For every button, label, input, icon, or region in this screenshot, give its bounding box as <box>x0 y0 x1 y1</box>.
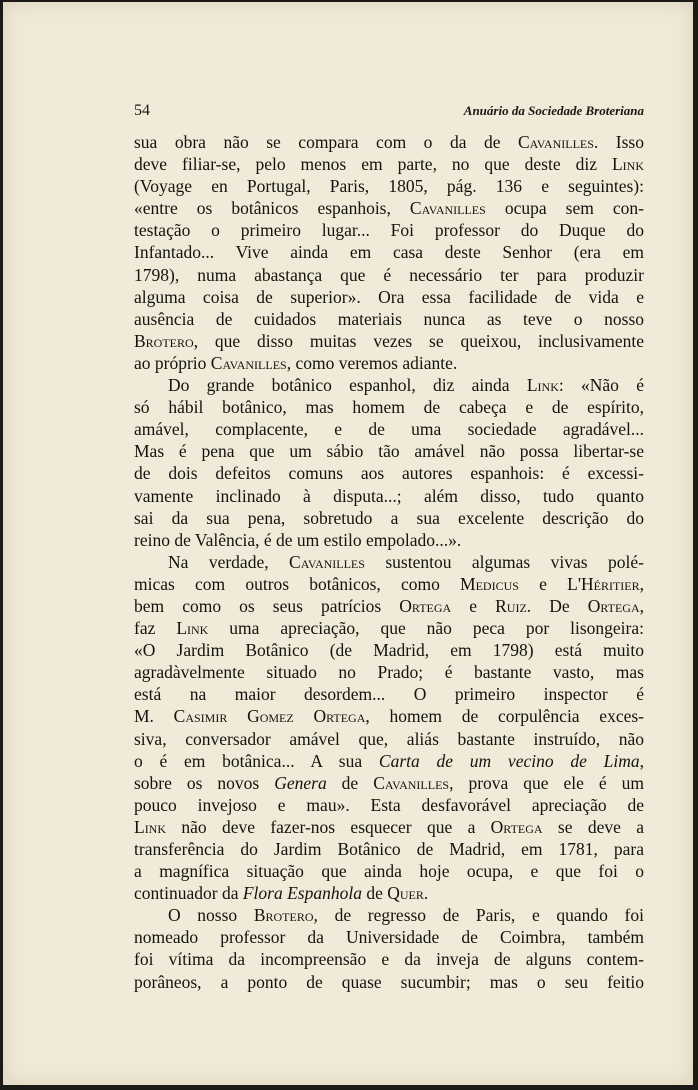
text-line <box>134 507 644 529</box>
text-line <box>134 705 644 727</box>
small-caps-name: Ortega <box>587 595 640 616</box>
text-line <box>134 750 644 772</box>
text-segment: Na verdade, <box>168 551 290 572</box>
text-segment: de dois defeitos comuns aos autores espanhois: é excessi- <box>134 463 644 484</box>
text-segment: Mas é pena que um sábio tão amável não possa libertar-se <box>134 441 644 462</box>
text-line <box>134 352 644 374</box>
text-line <box>134 418 644 440</box>
text-line <box>134 926 644 948</box>
text-line <box>134 904 644 926</box>
text-line <box>134 374 644 396</box>
text-segment: micas com outros botânicos, como <box>134 573 461 594</box>
text-line <box>134 948 644 970</box>
text-line <box>134 286 644 308</box>
text-line <box>134 462 644 484</box>
text-line <box>134 728 644 750</box>
text-segment: Infantado... Vive ainda em casa deste Senhor (era em <box>134 242 644 263</box>
small-caps-name: Cavanilles <box>210 352 287 373</box>
text-segment: , homem de corpulência exces- <box>365 706 644 727</box>
text-segment: , que disso muitas vezes se queixou, inclusivamente <box>193 330 644 351</box>
page-number: 54 <box>134 102 150 119</box>
text-line <box>134 573 644 595</box>
text-line <box>134 772 644 794</box>
text-segment: não deve fazer-nos esquecer que a <box>166 816 491 837</box>
text-segment: uma apreciação, que não peca por lisongeira: <box>208 618 644 639</box>
text-line <box>134 131 644 153</box>
text-segment: transferência do Jardim Botânico de Madrid, em 1781, para <box>134 839 644 859</box>
text-segment: ao próprio <box>134 352 211 373</box>
small-caps-name: Ortega <box>490 816 543 837</box>
text-segment: sobre os novos <box>134 772 275 793</box>
text-segment: agradàvelmente situado no Prado; é bastante vasto, mas <box>134 662 644 683</box>
text-segment: ausência de cuidados materiais nunca as teve o nosso <box>134 308 644 329</box>
text-line <box>134 175 644 197</box>
text-segment: a magnífica situação que ainda hoje ocupa, e que foi o <box>134 861 644 882</box>
text-segment: , <box>639 750 644 771</box>
text-segment: e <box>451 595 496 616</box>
text-line <box>134 882 644 904</box>
small-caps-name: L'Héritier <box>567 573 640 594</box>
text-line <box>134 440 644 462</box>
text-line <box>134 838 644 860</box>
small-caps-name: Link <box>134 816 167 837</box>
text-segment: , <box>639 595 645 616</box>
text-line <box>134 971 644 993</box>
text-segment: e <box>518 573 568 594</box>
text-line <box>134 661 644 683</box>
text-line <box>134 308 644 330</box>
text-segment: Do grande botânico espanhol, diz ainda <box>168 375 527 396</box>
text-segment: porâneos, a ponto de quase sucumbir; mas o seu feitio <box>134 971 644 992</box>
text-segment: sai da sua pena, sobretudo a sua excelente descrição do <box>134 507 644 528</box>
small-caps-name: Cavanilles <box>518 132 594 152</box>
text-segment: o é em botânica... A sua <box>134 750 379 771</box>
text-segment: faz <box>134 618 177 639</box>
text-line <box>134 551 644 573</box>
text-segment: «entre os botânicos espanhois, <box>134 198 410 219</box>
text-line <box>134 153 644 175</box>
small-caps-name: Cavanilles <box>289 551 365 572</box>
text-segment: continuador da <box>134 883 243 904</box>
small-caps-name: Ruiz <box>495 595 527 616</box>
small-caps-name: Quer <box>387 883 424 904</box>
text-line <box>134 197 644 219</box>
text-line <box>134 396 644 418</box>
text-segment: , prova que ele é um <box>449 772 644 793</box>
small-caps-name: Ortega <box>399 595 452 616</box>
small-caps-name: Link <box>526 375 559 396</box>
text-segment: se deve a <box>542 816 644 837</box>
text-segment: pouco invejoso e mau». Esta desfavorável apreciação de <box>134 794 644 815</box>
text-segment: , <box>639 573 644 594</box>
text-segment: bem como os seus patrícios <box>134 595 400 616</box>
text-segment: alguma coisa de superior». Ora essa facilidade de vida e <box>134 286 644 307</box>
body-text <box>134 131 644 993</box>
text-segment: só hábil botânico, mas homem de cabeça e de espírito, <box>134 397 644 418</box>
text-segment: . De <box>526 595 588 616</box>
text-segment: O nosso <box>168 905 254 926</box>
text-segment: amável, complacente, e de uma sociedade agradável... <box>134 419 644 440</box>
text-segment: sua obra não se compara com o da de <box>134 132 518 152</box>
text-segment: testação o primeiro lugar... Foi professor do Duque do <box>134 220 644 241</box>
text-line <box>134 595 644 617</box>
text-segment: vamente inclinado à disputa...; além disso, tudo quanto <box>134 485 644 506</box>
running-title: Anuário da Sociedade Broteriana <box>463 103 644 118</box>
text-segment: . <box>423 883 429 904</box>
book-page <box>3 2 693 1085</box>
small-caps-name: Brotero <box>253 905 314 926</box>
text-segment: reino de Valência, é de um estilo empolado...». <box>134 529 462 550</box>
text-segment: (Voyage en Portugal, Paris, 1805, pág. 136 e seguintes): <box>134 176 644 197</box>
small-caps-name: Medicus <box>460 573 519 594</box>
small-caps-name: Link <box>611 154 644 175</box>
text-segment: «O Jardim Botânico (de Madrid, em 1798) está muito <box>134 640 644 661</box>
text-segment: siva, conversador amável que, aliás bastante instruído, não <box>134 728 644 749</box>
text-segment: está na maior desordem... O primeiro inspector é <box>134 684 644 705</box>
text-line <box>134 794 644 816</box>
text-segment: . Isso <box>593 132 644 152</box>
text-line <box>134 816 644 838</box>
small-caps-name: Brotero <box>134 330 194 351</box>
italic-title: Flora Espanhola <box>242 883 362 904</box>
text-segment: de <box>361 883 388 904</box>
text-line <box>134 485 644 507</box>
text-segment: de <box>326 772 374 793</box>
text-line <box>134 860 644 882</box>
text-segment: , de regresso de Paris, e quando foi <box>313 905 644 926</box>
text-segment: sustentou algumas vivas polé- <box>364 551 644 572</box>
text-line <box>134 617 644 639</box>
text-segment: deve filiar-se, pelo menos em parte, no que deste diz <box>134 154 612 175</box>
text-line <box>134 330 644 352</box>
small-caps-name: Cavanilles <box>373 772 450 793</box>
text-segment: foi vítima da incompreensão e da inveja de alguns contem- <box>134 949 644 970</box>
small-caps-name: Link <box>176 618 209 639</box>
text-line <box>134 264 644 286</box>
text-line <box>134 683 644 705</box>
italic-title: Genera <box>274 772 327 793</box>
page-header <box>134 102 644 126</box>
italic-title: Carta de um vecino de Lima <box>378 750 640 771</box>
text-segment: M. <box>134 706 174 727</box>
text-segment: 1798), numa abastança que é necessário ter para produzir <box>134 264 644 285</box>
text-line <box>134 529 644 551</box>
text-segment: ocupa sem con- <box>485 198 644 219</box>
text-line <box>134 639 644 661</box>
small-caps-name: Casimir Gomez Ortega <box>173 706 366 727</box>
text-segment: nomeado professor da Universidade de Coimbra, também <box>134 927 644 948</box>
small-caps-name: Cavanilles <box>409 198 486 219</box>
text-line <box>134 219 644 241</box>
text-segment: : «Não é <box>558 375 644 396</box>
text-line <box>134 241 644 263</box>
text-segment: , como veremos adiante. <box>286 352 458 373</box>
